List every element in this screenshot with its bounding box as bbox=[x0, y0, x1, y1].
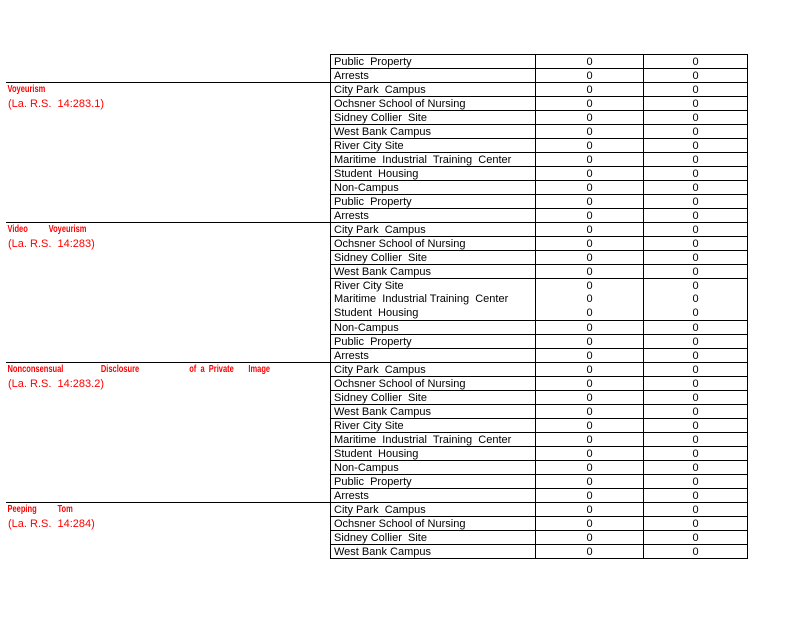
table-row bbox=[330, 544, 748, 558]
table-row bbox=[330, 418, 748, 432]
table-row bbox=[330, 152, 748, 166]
count-cell-1: 0 bbox=[535, 83, 643, 96]
count-cell-1: 0 bbox=[535, 139, 643, 152]
count-cell-2: 0 bbox=[643, 503, 748, 516]
count-cell-2: 0 bbox=[643, 419, 748, 432]
count-cell-2: 0 bbox=[643, 195, 748, 208]
location-cell: Student Housing bbox=[330, 447, 535, 460]
count-cell-1: 0 bbox=[535, 292, 643, 306]
location-cell: Non-Campus bbox=[330, 321, 535, 334]
count-cell-2: 0 bbox=[643, 377, 748, 390]
count-cell-2: 0 bbox=[643, 181, 748, 194]
count-cell-2: 0 bbox=[643, 69, 748, 82]
table-row bbox=[330, 292, 748, 306]
count-cell-2: 0 bbox=[643, 111, 748, 124]
count-cell-2: 0 bbox=[643, 531, 748, 544]
table-row bbox=[330, 432, 748, 446]
count-cell-2: 0 bbox=[643, 391, 748, 404]
crime-stats-table bbox=[6, 54, 748, 559]
table-row bbox=[330, 208, 748, 222]
count-cell-2: 0 bbox=[643, 405, 748, 418]
table-row bbox=[330, 278, 748, 292]
location-cell: Ochsner School of Nursing bbox=[330, 517, 535, 530]
count-cell-2: 0 bbox=[643, 153, 748, 166]
count-cell-1: 0 bbox=[535, 517, 643, 530]
table-row bbox=[330, 460, 748, 474]
location-cell: Sidney Collier Site bbox=[330, 531, 535, 544]
location-cell: River City Site bbox=[330, 419, 535, 432]
table-row bbox=[330, 82, 748, 96]
count-cell-1: 0 bbox=[535, 69, 643, 82]
table-row bbox=[330, 180, 748, 194]
count-cell-2: 0 bbox=[643, 125, 748, 138]
location-cell: Public Property bbox=[330, 335, 535, 348]
table-row bbox=[330, 236, 748, 250]
count-cell-1: 0 bbox=[535, 181, 643, 194]
count-cell-2: 0 bbox=[643, 139, 748, 152]
count-cell-1: 0 bbox=[535, 433, 643, 446]
location-cell: Maritime Industrial Training Center bbox=[330, 292, 535, 306]
table-row bbox=[330, 306, 748, 320]
count-cell-2: 0 bbox=[643, 83, 748, 96]
count-cell-2: 0 bbox=[643, 251, 748, 264]
count-cell-2: 0 bbox=[643, 475, 748, 488]
count-cell-1: 0 bbox=[535, 377, 643, 390]
offense-title: Video Voyeurism bbox=[7, 224, 87, 235]
location-cell: Sidney Collier Site bbox=[330, 111, 535, 124]
count-cell-1: 0 bbox=[535, 545, 643, 558]
table-row bbox=[330, 110, 748, 124]
count-cell-2: 0 bbox=[643, 545, 748, 558]
table-row bbox=[330, 68, 748, 82]
count-cell-2: 0 bbox=[643, 321, 748, 334]
location-cell: Maritime Industrial Training Center bbox=[330, 153, 535, 166]
count-cell-2: 0 bbox=[643, 489, 748, 502]
location-cell: West Bank Campus bbox=[330, 405, 535, 418]
count-cell-1: 0 bbox=[535, 531, 643, 544]
count-cell-2: 0 bbox=[643, 237, 748, 250]
location-cell: Public Property bbox=[330, 195, 535, 208]
count-cell-2: 0 bbox=[643, 517, 748, 530]
count-cell-2: 0 bbox=[643, 223, 748, 236]
table-row bbox=[330, 362, 748, 376]
offense-statute: (La. R.S. 14:283) bbox=[8, 238, 95, 250]
stats-grid bbox=[330, 54, 748, 559]
count-cell-1: 0 bbox=[535, 251, 643, 264]
offense-section bbox=[6, 222, 330, 362]
offense-statute: (La. R.S. 14:283.1) bbox=[8, 98, 104, 110]
table-row bbox=[330, 124, 748, 138]
offense-statute: (La. R.S. 14:283.2) bbox=[8, 378, 104, 390]
count-cell-1: 0 bbox=[535, 111, 643, 124]
count-cell-1: 0 bbox=[535, 447, 643, 460]
table-row bbox=[330, 488, 748, 502]
location-cell: Arrests bbox=[330, 209, 535, 222]
table-row bbox=[330, 404, 748, 418]
table-row bbox=[330, 446, 748, 460]
table-row bbox=[330, 530, 748, 544]
location-cell: Maritime Industrial Training Center bbox=[330, 433, 535, 446]
location-cell: West Bank Campus bbox=[330, 265, 535, 278]
location-cell: Ochsner School of Nursing bbox=[330, 237, 535, 250]
location-cell: Public Property bbox=[330, 475, 535, 488]
location-cell: West Bank Campus bbox=[330, 125, 535, 138]
offense-section bbox=[6, 362, 330, 502]
table-row bbox=[330, 264, 748, 278]
count-cell-1: 0 bbox=[535, 461, 643, 474]
location-cell: Arrests bbox=[330, 489, 535, 502]
offense-title: Peeping Tom bbox=[7, 504, 73, 515]
offense-section bbox=[6, 502, 330, 558]
count-cell-1: 0 bbox=[535, 209, 643, 222]
count-cell-2: 0 bbox=[643, 292, 748, 306]
count-cell-1: 0 bbox=[535, 391, 643, 404]
location-cell: Student Housing bbox=[330, 306, 535, 320]
count-cell-1: 0 bbox=[535, 475, 643, 488]
location-cell: Ochsner School of Nursing bbox=[330, 97, 535, 110]
table-row bbox=[330, 166, 748, 180]
count-cell-1: 0 bbox=[535, 167, 643, 180]
count-cell-1: 0 bbox=[535, 97, 643, 110]
table-row bbox=[330, 348, 748, 362]
count-cell-1: 0 bbox=[535, 335, 643, 348]
location-cell: Ochsner School of Nursing bbox=[330, 377, 535, 390]
count-cell-2: 0 bbox=[643, 306, 748, 320]
location-cell: City Park Campus bbox=[330, 503, 535, 516]
count-cell-1: 0 bbox=[535, 265, 643, 278]
table-row bbox=[330, 250, 748, 264]
count-cell-2: 0 bbox=[643, 433, 748, 446]
table-row bbox=[330, 390, 748, 404]
count-cell-1: 0 bbox=[535, 321, 643, 334]
count-cell-1: 0 bbox=[535, 503, 643, 516]
count-cell-1: 0 bbox=[535, 489, 643, 502]
location-cell: Arrests bbox=[330, 349, 535, 362]
count-cell-1: 0 bbox=[535, 237, 643, 250]
count-cell-1: 0 bbox=[535, 55, 643, 68]
count-cell-2: 0 bbox=[643, 167, 748, 180]
table-row bbox=[330, 222, 748, 236]
offense-title: Voyeurism bbox=[7, 84, 46, 95]
count-cell-2: 0 bbox=[643, 335, 748, 348]
offense-column bbox=[6, 54, 330, 558]
location-cell: Sidney Collier Site bbox=[330, 391, 535, 404]
offense-statute: (La. R.S. 14:284) bbox=[8, 518, 95, 530]
location-cell: City Park Campus bbox=[330, 223, 535, 236]
location-cell: River City Site bbox=[330, 279, 535, 292]
offense-section bbox=[6, 54, 330, 82]
count-cell-2: 0 bbox=[643, 265, 748, 278]
count-cell-1: 0 bbox=[535, 405, 643, 418]
location-cell: City Park Campus bbox=[330, 363, 535, 376]
table-row bbox=[330, 474, 748, 488]
count-cell-2: 0 bbox=[643, 461, 748, 474]
count-cell-2: 0 bbox=[643, 447, 748, 460]
count-cell-1: 0 bbox=[535, 153, 643, 166]
count-cell-1: 0 bbox=[535, 125, 643, 138]
count-cell-1: 0 bbox=[535, 419, 643, 432]
count-cell-1: 0 bbox=[535, 195, 643, 208]
count-cell-2: 0 bbox=[643, 349, 748, 362]
offense-title: Nonconsensual Disclosure of a Private Image bbox=[7, 364, 271, 375]
location-cell: Non-Campus bbox=[330, 181, 535, 194]
table-row bbox=[330, 54, 748, 68]
location-cell: River City Site bbox=[330, 139, 535, 152]
table-row bbox=[330, 96, 748, 110]
count-cell-2: 0 bbox=[643, 363, 748, 376]
table-row bbox=[330, 516, 748, 530]
location-cell: City Park Campus bbox=[330, 83, 535, 96]
count-cell-2: 0 bbox=[643, 55, 748, 68]
offense-section bbox=[6, 82, 330, 222]
count-cell-2: 0 bbox=[643, 209, 748, 222]
count-cell-1: 0 bbox=[535, 349, 643, 362]
table-row bbox=[330, 138, 748, 152]
table-row bbox=[330, 320, 748, 334]
count-cell-2: 0 bbox=[643, 97, 748, 110]
location-cell: Student Housing bbox=[330, 167, 535, 180]
table-row bbox=[330, 194, 748, 208]
count-cell-1: 0 bbox=[535, 306, 643, 320]
table-row bbox=[330, 334, 748, 348]
count-cell-1: 0 bbox=[535, 363, 643, 376]
count-cell-1: 0 bbox=[535, 223, 643, 236]
location-cell: Non-Campus bbox=[330, 461, 535, 474]
count-cell-1: 0 bbox=[535, 279, 643, 292]
count-cell-2: 0 bbox=[643, 279, 748, 292]
location-cell: West Bank Campus bbox=[330, 545, 535, 558]
location-cell: Public Property bbox=[330, 55, 535, 68]
location-cell: Arrests bbox=[330, 69, 535, 82]
table-row bbox=[330, 502, 748, 516]
location-cell: Sidney Collier Site bbox=[330, 251, 535, 264]
table-row bbox=[330, 376, 748, 390]
